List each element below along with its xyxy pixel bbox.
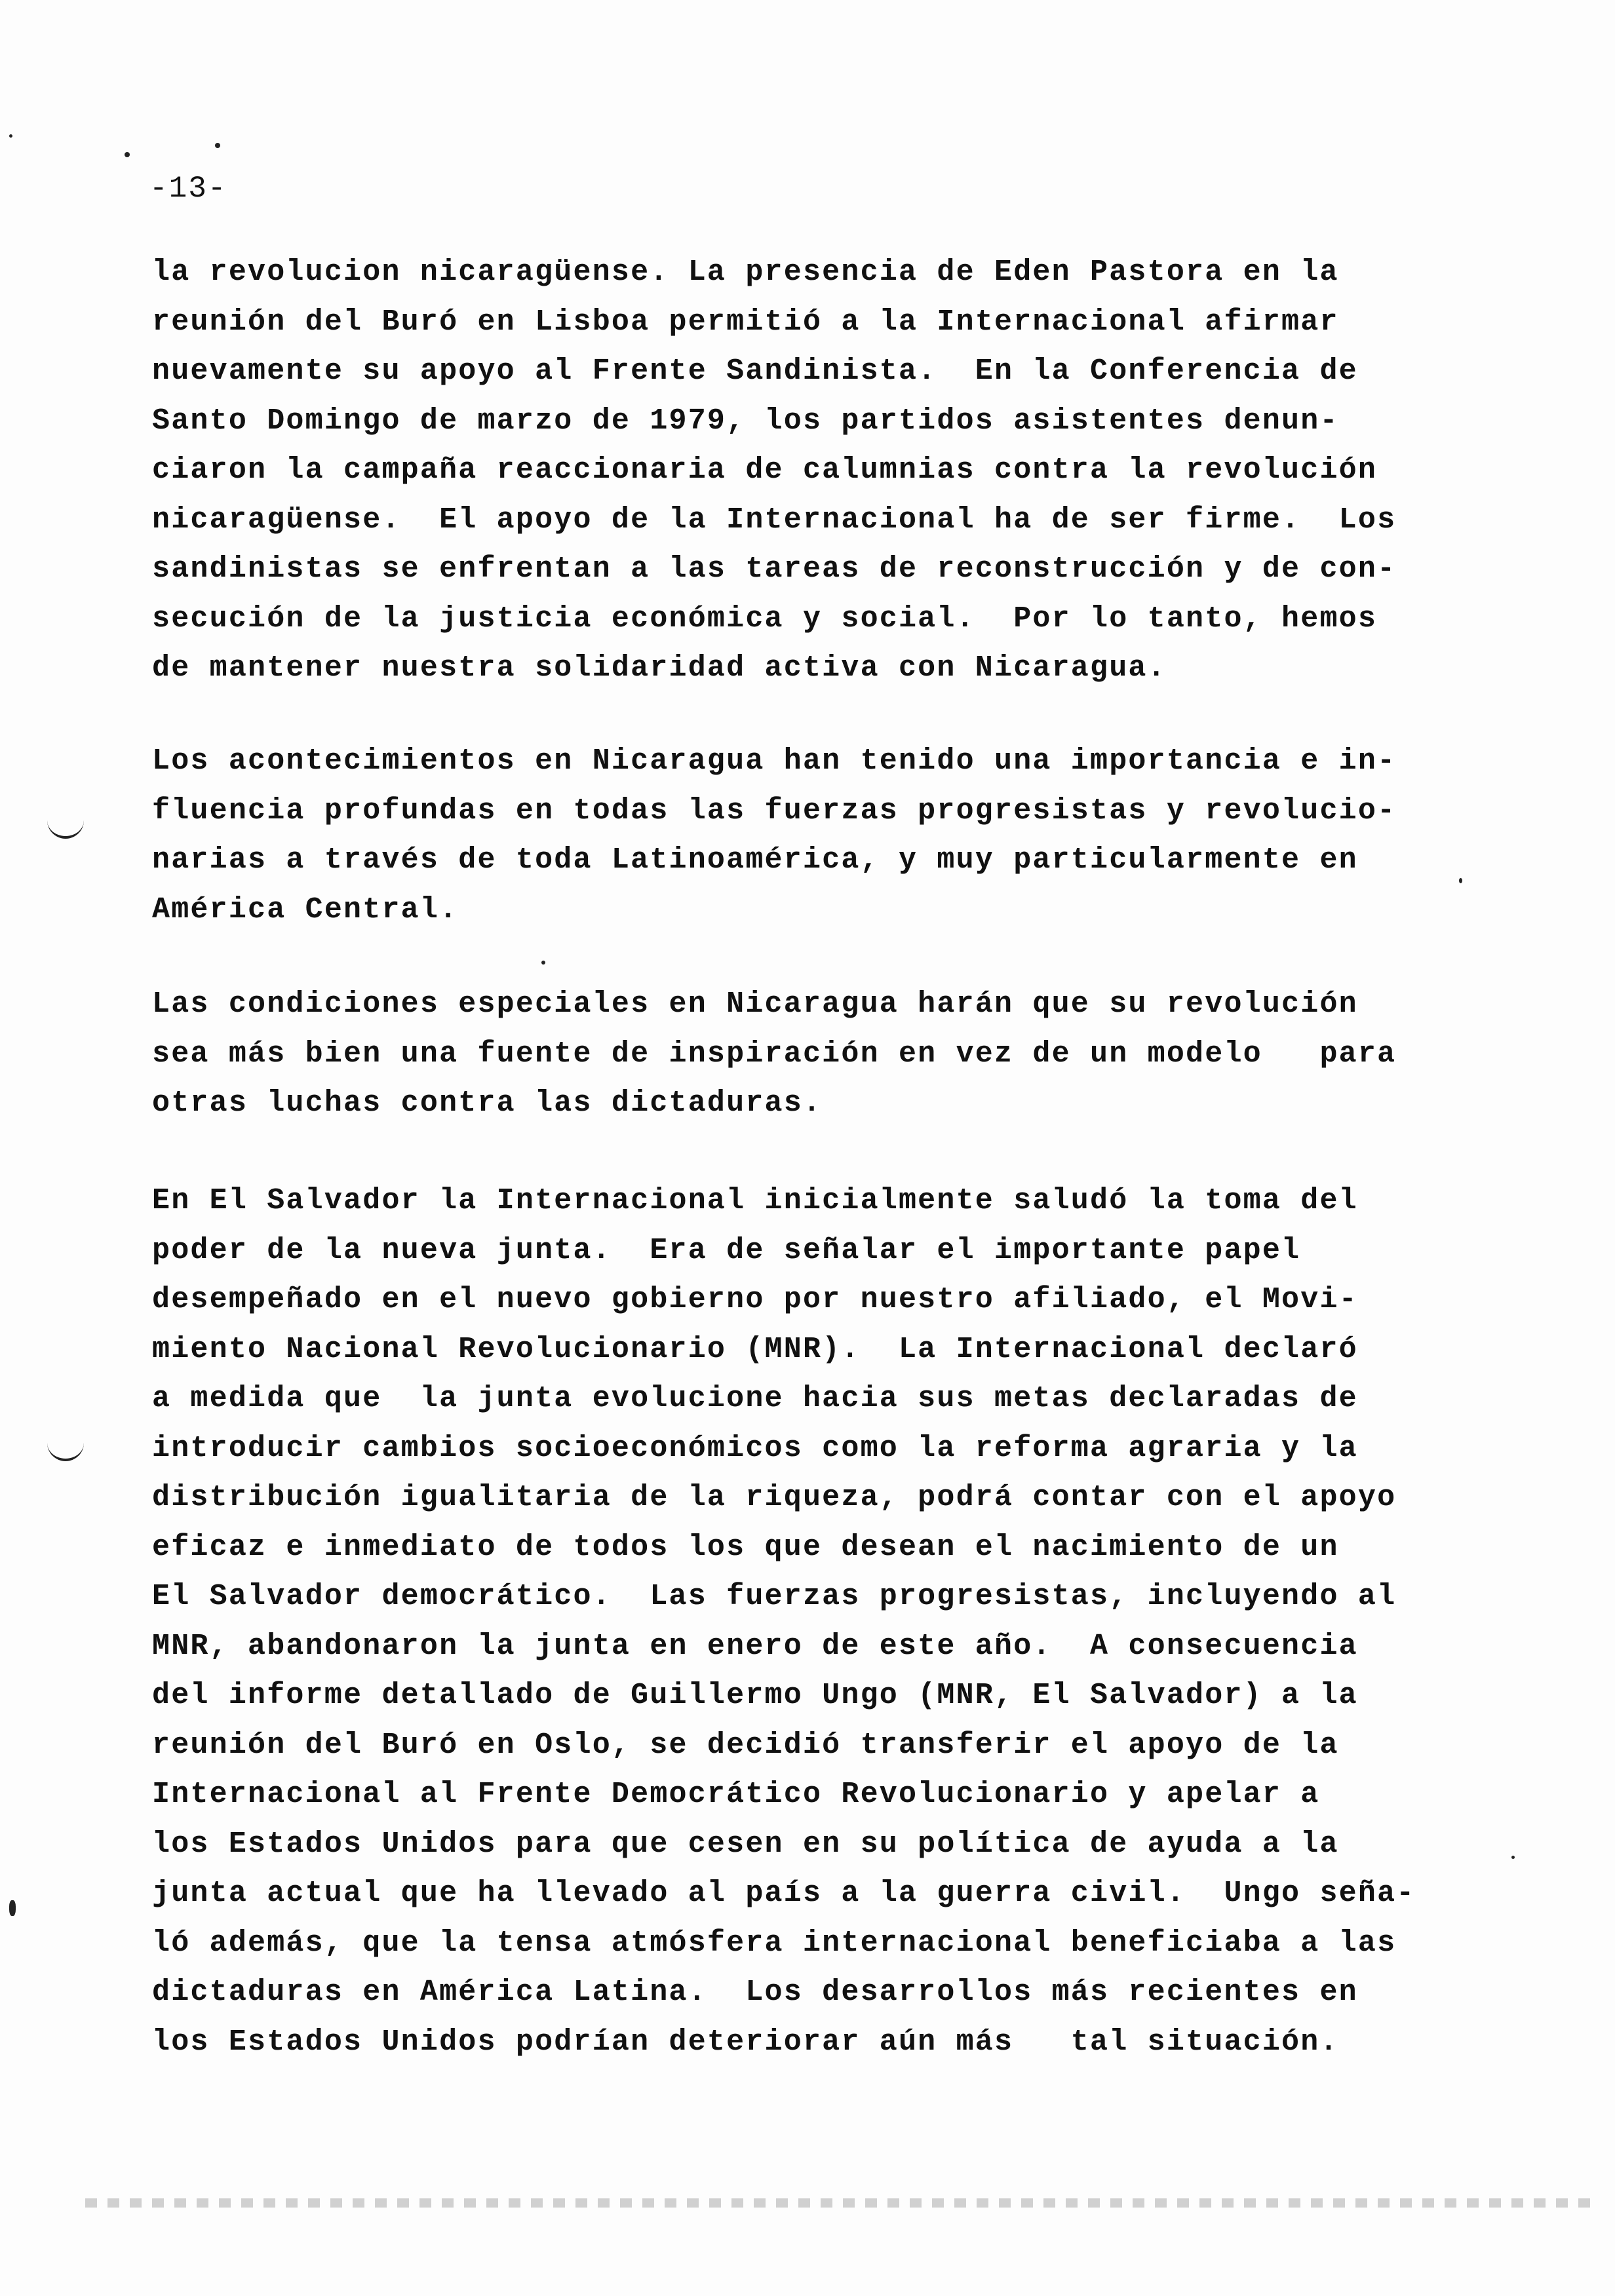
text-line: Internacional al Frente Democrático Revolucionario y apelar a: [152, 1778, 1320, 1811]
page-number: -13-: [149, 172, 227, 206]
scan-speck: [125, 152, 130, 157]
paragraph-nicaragua-support: [152, 248, 1463, 693]
scan-speck: [1511, 1856, 1515, 1859]
text-line: los Estados Unidos para que cesen en su política de ayuda a la: [152, 1827, 1339, 1861]
text-line: sandinistas se enfrentan a las tareas de reconstrucción y de con-: [152, 552, 1397, 586]
text-line: a medida que la junta evolucione hacia sus metas declaradas de: [152, 1382, 1358, 1415]
text-line: ciaron la campaña reaccionaria de calumnias contra la revolución: [152, 453, 1378, 487]
text-line: Las condiciones especiales en Nicaragua harán que su revolución: [152, 987, 1358, 1021]
text-line: MNR, abandonaron la junta en enero de este año. A consecuencia: [152, 1629, 1358, 1663]
text-line: otras luchas contra las dictaduras.: [152, 1086, 823, 1120]
text-line: Los acontecimientos en Nicaragua han tenido una importancia e in-: [152, 744, 1397, 778]
text-line: distribución igualitaria de la riqueza, podrá contar con el apoyo: [152, 1481, 1397, 1514]
text-line: narias a través de toda Latinoamérica, y muy particularmente en: [152, 843, 1358, 877]
text-line: poder de la nueva junta. Era de señalar el importante papel: [152, 1233, 1301, 1267]
text-line: América Central.: [152, 892, 459, 927]
margin-mark: [47, 818, 84, 839]
text-line: reunión del Buró en Oslo, se decidió transferir el apoyo de la: [152, 1728, 1339, 1762]
scan-speck: [9, 134, 12, 138]
text-line: miento Nacional Revolucionario (MNR). La Internacional declaró: [152, 1332, 1358, 1366]
margin-mark: [47, 1440, 84, 1461]
scan-speck: [541, 961, 545, 965]
text-line: los Estados Unidos podrían deteriorar aún más tal situación.: [152, 2025, 1339, 2059]
text-line: del informe detallado de Guillermo Ungo (MNR, El Salvador) a la: [152, 1679, 1358, 1712]
paragraph-special-conditions: [152, 980, 1463, 1128]
scan-speck: [9, 1900, 16, 1916]
text-line: El Salvador democrático. Las fuerzas progresistas, incluyendo al: [152, 1580, 1397, 1613]
paragraph-el-salvador: [152, 1176, 1463, 2067]
text-line: dictaduras en América Latina. Los desarrollos más recientes en: [152, 1976, 1358, 2009]
text-line: sea más bien una fuente de inspiración en vez de un modelo para: [152, 1037, 1397, 1071]
text-line: introducir cambios socioeconómicos como la reforma agraria y la: [152, 1431, 1358, 1465]
text-line: secución de la justicia económica y social. Por lo tanto, hemos: [152, 602, 1378, 636]
paragraph-nicaragua-influence: [152, 737, 1463, 934]
text-line: desempeñado en el nuevo gobierno por nuestro afiliado, el Movi-: [152, 1283, 1358, 1316]
text-line: nuevamente su apoyo al Frente Sandinista. En la Conferencia de: [152, 354, 1358, 388]
text-line: Santo Domingo de marzo de 1979, los partidos asistentes denun-: [152, 404, 1339, 438]
text-line: reunión del Buró en Lisboa permitió a la Internacional afirmar: [152, 305, 1339, 339]
text-line: nicaragüense. El apoyo de la Internacional ha de ser firme. Los: [152, 503, 1397, 537]
scan-footer-noise: [85, 2198, 1593, 2208]
text-line: ló además, que la tensa atmósfera internacional beneficiaba a las: [152, 1926, 1397, 1960]
text-line: junta actual que ha llevado al país a la guerra civil. Ungo seña-: [152, 1877, 1416, 1910]
text-line: la revolucion nicaragüense. La presencia de Eden Pastora en la: [152, 256, 1339, 289]
text-line: eficaz e inmediato de todos los que desean el nacimiento de un: [152, 1530, 1339, 1564]
text-line: En El Salvador la Internacional inicialmente saludó la toma del: [152, 1184, 1358, 1217]
text-line: de mantener nuestra solidaridad activa con Nicaragua.: [152, 651, 1167, 685]
text-line: fluencia profundas en todas las fuerzas progresistas y revolucio-: [152, 794, 1397, 828]
scan-speck: [215, 143, 220, 148]
